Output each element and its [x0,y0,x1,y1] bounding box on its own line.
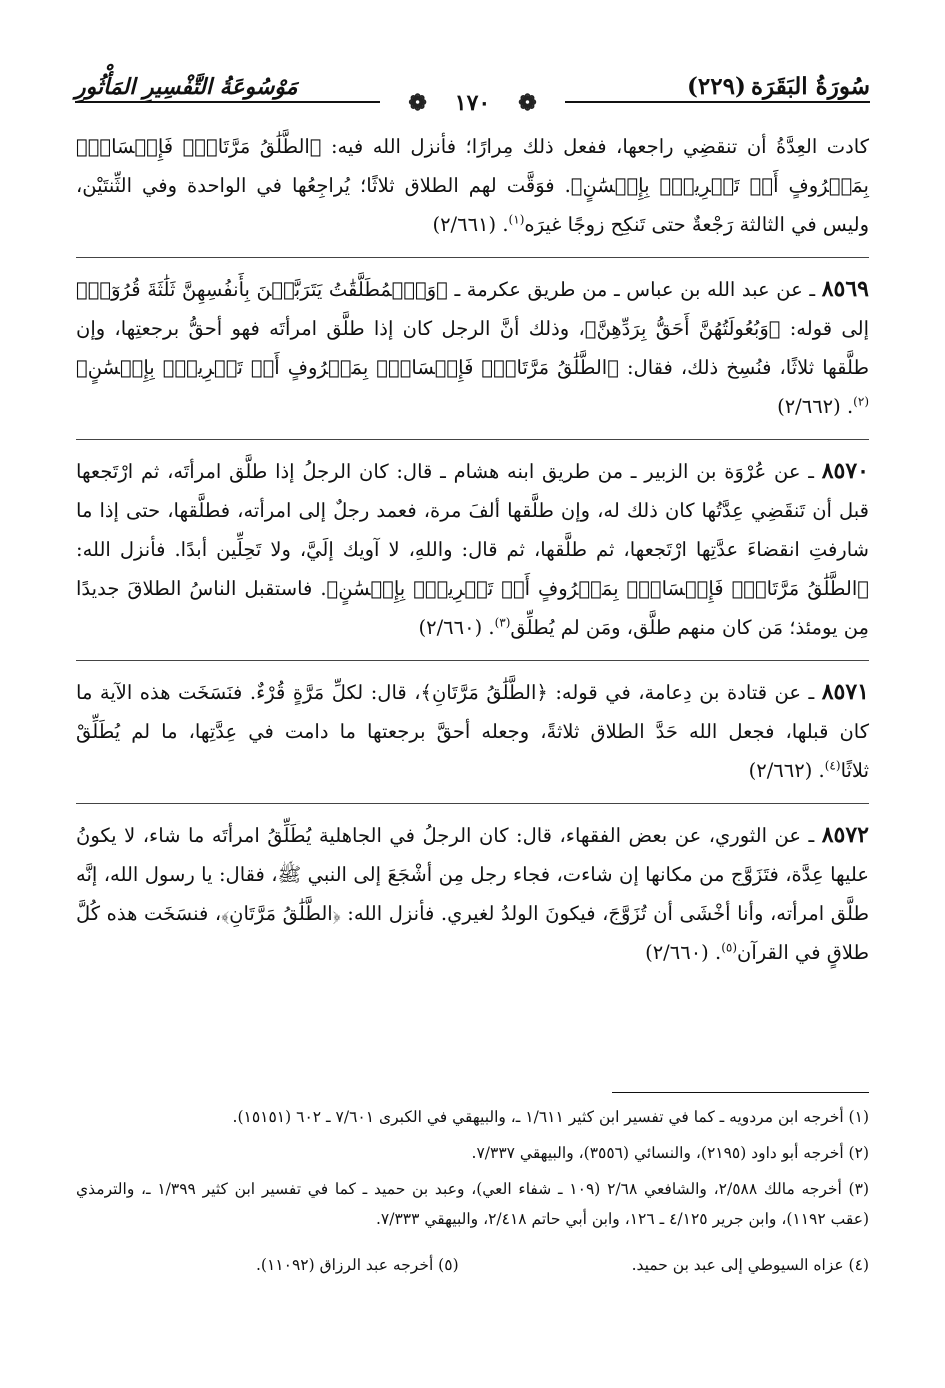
separator-line [76,803,869,804]
footnotes [76,1102,869,1280]
footnote-marker: (١) [508,212,525,227]
report-8569 [76,270,869,426]
footnote-4: (٤) عزاه السيوطي إلى عبد بن حميد. [631,1256,869,1274]
report-number: ٨٥٧١ [821,679,869,705]
paragraph-text: ـ عن عبد الله بن عباس ـ من طريق عكرمة ـ ﴿وَٱلۡمُطَلَّقَٰتُ يَتَرَبَّصۡنَ بِأَنفُسِهِنَّ ثَلَٰثَةَ قُرُوٓءٖ﴾ إلى قوله: ﴿وَبُعُولَتُهُنَّ أَحَقُّ بِرَدِّهِنَّ﴾، وذلك أنَّ الرجل كان إذا طلَّق امرأتَه فهو أحقُّ برجعتِها، وإن طلَّقها ثلاثًا، فنُسِخ ذلك، فقال: ﴿الطَّلَٰقُ مَرَّتَانِۖ فَإِمۡسَاكُۢ بِمَعۡرُوفٍ أَوۡ تَسۡرِيحُۢ بِإِحۡسَٰنٍ﴾ [76,278,869,379]
footnote-marker: (٥) [721,940,738,955]
paragraph-text: ـ عن عُرْوَة بن الزبير ـ من طريق ابنه هشام ـ قال: كان الرجلُ إذا طلَّق امرأتَه، ثم ارْتَجعها قبل أن تَنقَضِي عِدَّتُها كان ذلك له، وإن طلَّقها ألفَ مرة، فعمد رجلٌ إلى امرأته، فطلَّقها، حتى إذا ما شارفتِ انقضاءَ عدَّتِها ارْتَجعها، ثم طلَّقها، ثم قال: واللهِ، لا آويك إلَيَّ، ولا تَحِلِّين أبدًا. فأنزل الله: ﴿الطَّلَٰقُ مَرَّتَانِۖ فَإِمۡسَاكُۢ بِمَعۡرُوفٍ أَوۡ تَسۡرِيحُۢ بِإِحۡسَٰنٍ﴾. فاستقبل الناسُ الطلاقَ جديدًا مِن يومئذ؛ مَن كان منهم طلَّق، ومَن لم يُطلِّق [76,460,869,639]
report-number: ٨٥٧٢ [821,822,869,848]
paragraph-text: ـ عن الثوري، عن بعض الفقهاء، قال: كان الرجلُ في الجاهلية يُطَلِّقُ امرأتَه ما شاء، لا يكونُ عليها عِدَّة، فتَزَوَّج من مكانها إن شاءت، فجاء رجل مِن أشْجَعَ إلى النبي ﷺ، فقال: يا رسول الله، إنَّه طلَّق امرأته، وأنا أخْشَى أن تُزَوَّجَ، فيكونَ الولدُ لغيري. فأنزل الله: ﴿الطَّلَٰقُ مَرَّتَانِ﴾، فنسَخَت هذه كُلَّ طلاقٍ في القرآن [76,824,869,964]
footnote-row [76,1250,869,1280]
report-number: ٨٥٦٩ [821,276,869,302]
main-text [76,127,869,972]
footnote-3: (٣) أخرجه مالك ٢/٥٨٨، والشافعي ٢/٦٨ (١٠٩ ـ شفاء العي)، وعبد بن حميد ـ كما في تفسير ابن كثير ١/٣٩٩ ـ، والترمذي (عقب ١١٩٢)، وابن جرير ٤/١٢٥ ـ ١٢٦، وابن أبي حاتم ٢/٤١٨، والبيهقي ٧/٣٣٣. [76,1180,869,1228]
book-title: مَوْسُوعَةُ التَّفْسِيرِ المَأْثُورِ [75,74,298,100]
volume-page-ref: . (٢/٦٦٠) [645,941,722,964]
paragraph-text: كادت العِدَّةُ أن تنقضِي راجعها، ففعل ذلك مِرارًا؛ فأنزل الله فيه: ﴿الطَّلَٰقُ مَرَّتَانِۖ فَإِمۡسَاكُۢ بِمَعۡرُوفٍ أَوۡ تَسۡرِيحُۢ بِإِحۡسَٰنٍ﴾. فوَقَّت لهم الطلاق ثلاثًا؛ يُراجِعُها في الواحدة وفي الثِّنتَيْن، وليس في الثالثة رَجْعةٌ حتى تَنكِح زوجًا غيرَه [76,135,869,236]
volume-page-ref: . (٢/٦٦٢) [777,395,854,418]
footnote-5: (٥) أخرجه عبد الرزاق (١١٠٩٢). [256,1256,459,1274]
paragraph-continuation [76,127,869,244]
footnote-1: (١) أخرجه ابن مردويه ـ كما في تفسير ابن كثير ١/٦١١ ـ، والبيهقي في الكبرى ٧/٦٠١ ـ ٦٠٢ (١٥١٥١). [232,1108,869,1126]
page-number-box [0,90,945,116]
separator-line [76,660,869,661]
report-8572 [76,816,869,972]
paragraph-text: ـ عن قتادة بن دِعامة، في قوله: ﴿الطَّلَٰقُ مَرَّتَانِ﴾، قال: لكلِّ مَرَّةٍ قُرْءٌ. فنَسَخَت هذه الآية ما كان قبلها، فجعل الله حَدَّ الطلاق ثلاثةً، وجعله أحقَّ برجعتها ما دامت في عِدَّتِها، ما لم يُطَلِّقْ ثلاثًا [76,681,869,782]
report-8570 [76,452,869,647]
verse-reference: (٢٢٩) [687,73,746,100]
surah-title: سُورَةُ البَقَرَة [750,73,870,100]
volume-page-ref: . (٢/٦٦٢) [748,759,825,782]
report-number: ٨٥٧٠ [821,458,869,484]
page-number: ١٧٠ [443,90,502,116]
ornament-icon: ❁ [506,90,548,116]
ornament-icon: ❁ [396,90,438,116]
volume-page-ref: . (٢/٦٦١) [432,213,509,236]
volume-page-ref: . (٢/٦٦٠) [418,616,495,639]
separator-line [76,257,869,258]
report-8571 [76,673,869,790]
footnote-rule [612,1092,869,1093]
separator-line [76,439,869,440]
footnote-2: (٢) أخرجه أبو داود (٢١٩٥)، والنسائي (٣٥٥٦)، والبيهقي ٧/٣٣٧. [471,1144,869,1162]
footnote-marker: (٢) [853,394,869,409]
footnote-marker: (٣) [494,615,511,630]
footnote-marker: (٤) [824,758,841,773]
